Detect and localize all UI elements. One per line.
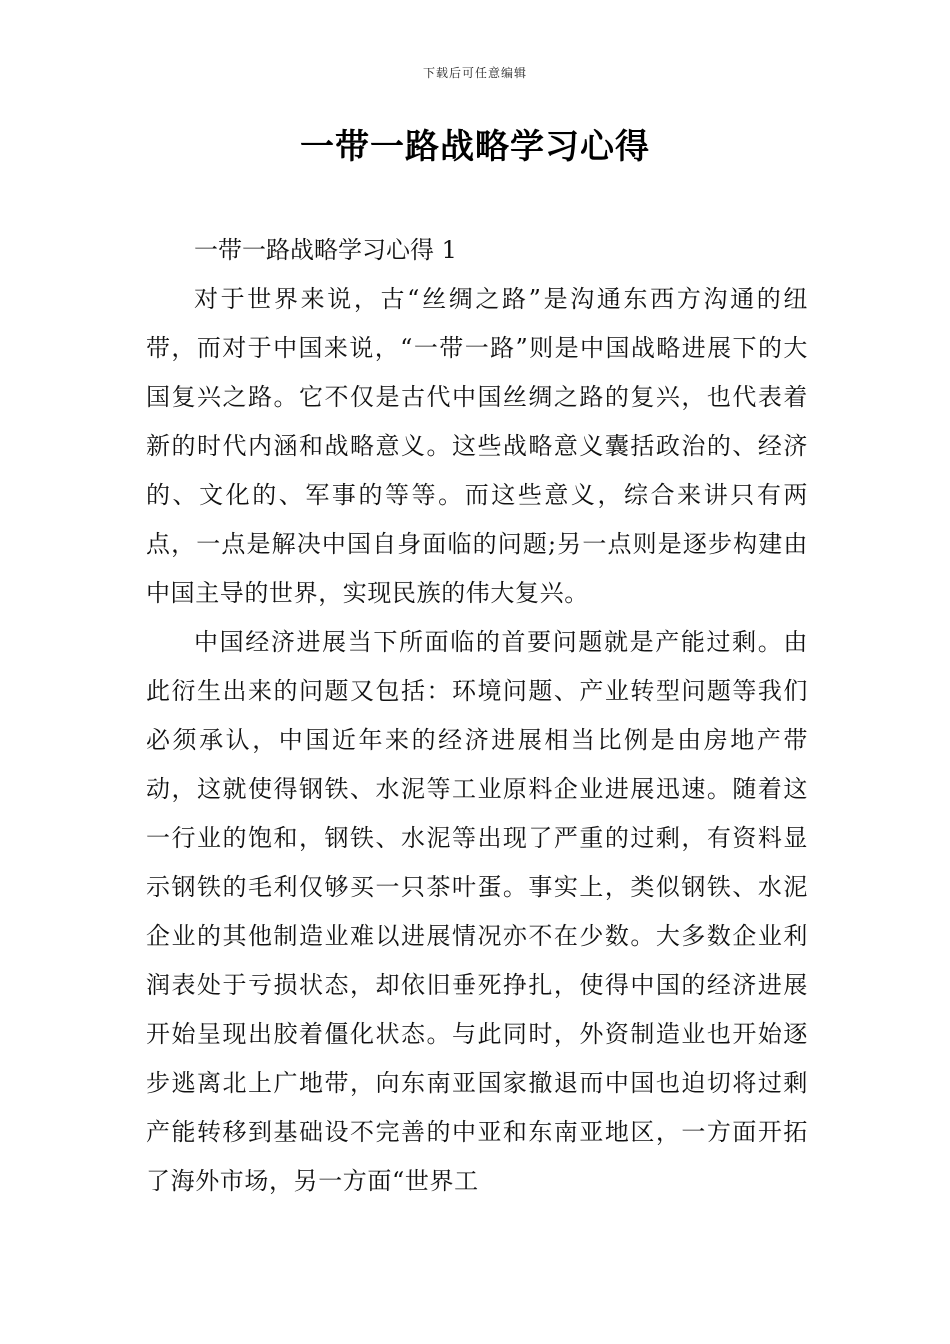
header-note: 下载后可任意编辑 xyxy=(422,66,527,80)
document-title: 一带一路战略学习心得 xyxy=(300,127,650,167)
paragraph-2: 中国经济进展当下所面临的首要问题就是产能过剩。由此衍生出来的问题又包括：环境问题、产业转型问题等我们必须承认，中国近年来的经济进展相当比例是由房地产带动，这就使得钢铁、水泥等工业原料企业进展迅速。随着这一行业的饱和，钢铁、水泥等出现了严重的过剩，有资料显示钢铁的毛利仅够买一只茶叶蛋。事实上，类似钢铁、水泥企业的其他制造业难以进展情况亦不在少数。大多数企业利润表处于亏损状态，却依旧垂死挣扎，使得中国的经济进展开始呈现出胶着僵化状态。与此同时，外资制造业也开始逐步逃离北上广地带，向东南亚国家撤退而中国也迫切将过剩产能转移到基础设不完善的中亚和东南亚地区，一方面开拓了海外市场，另一方面“世界工 xyxy=(146,628,808,1195)
section-heading: 一带一路战略学习心得 1 xyxy=(194,236,457,264)
document-body xyxy=(146,226,808,1206)
paragraph-1: 对于世界来说，古“丝绸之路”是沟通东西方沟通的纽带，而对于中国来说，“一带一路”则是中国战略进展下的大国复兴之路。它不仅是古代中国丝绸之路的复兴，也代表着新的时代内涵和战略意义。这些战略意义囊括政治的、经济的、文化的、军事的等等。而这些意义，综合来讲只有两点，一点是解决中国自身面临的问题;另一点则是逐步构建由中国主导的世界，实现民族的伟大复兴。 xyxy=(146,285,808,607)
